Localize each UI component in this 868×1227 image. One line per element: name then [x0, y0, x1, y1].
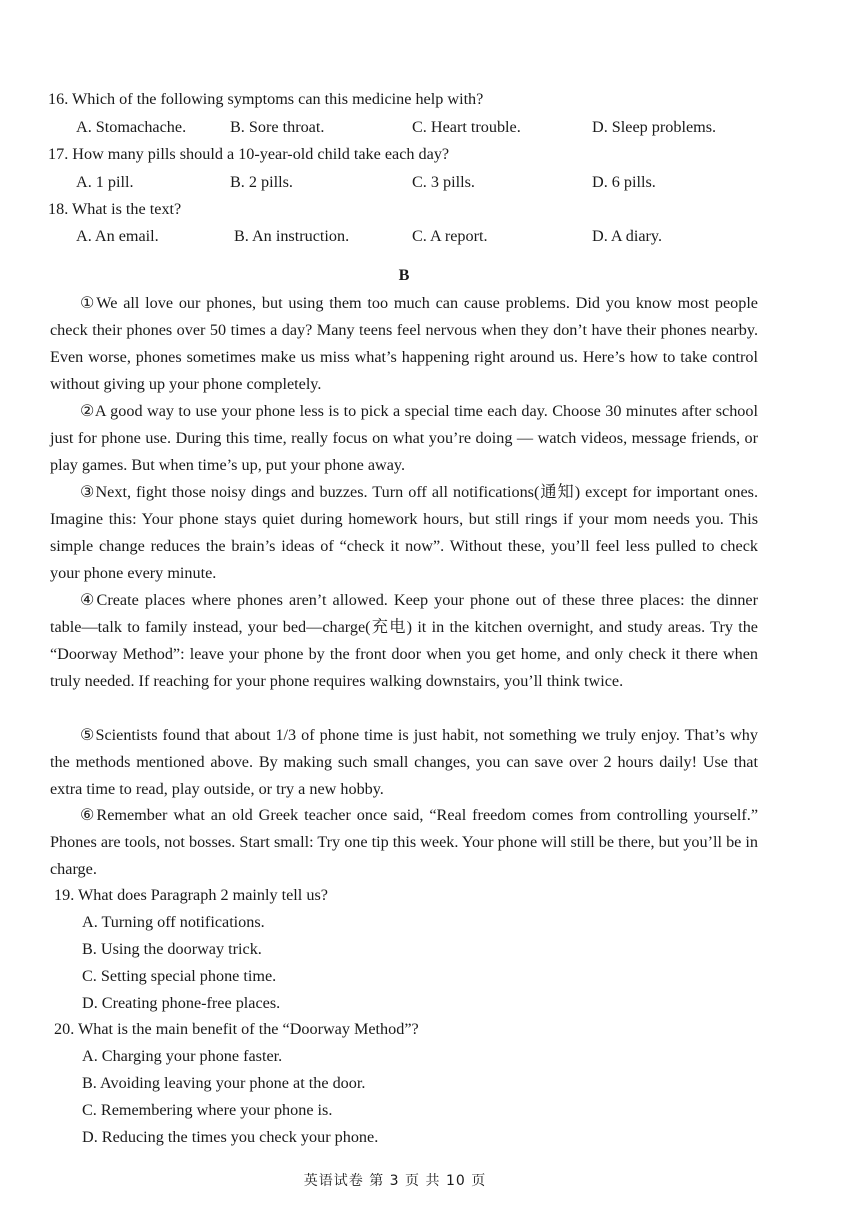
question-20-stem: 20. What is the main benefit of the “Doorway Method”?: [54, 1020, 419, 1038]
question-16-stem: 16. Which of the following symptoms can this medicine help with?: [48, 90, 484, 108]
question-17-stem: 17. How many pills should a 10-year-old child take each day?: [48, 145, 450, 163]
option-18-a: A. An email.: [76, 227, 159, 245]
question-18-options: [76, 227, 836, 249]
question-17-options: [76, 173, 836, 195]
paragraph-1-text: ①We all love our phones, but using them too much can cause problems. Did you know most people check their phones over 50 times a day? Many teens feel nervous when they don’t have their phones nearby. Even worse, phones sometimes make us miss what’s happening right around us. Here’s how to take control without giving up your phone completely.: [50, 294, 758, 393]
paragraph-3: [50, 479, 758, 587]
paragraph-2-text: ②A good way to use your phone less is to pick a special time each day. Choose 30 minutes after school just for phone use. During this time, really focus on what you’re doing — watch videos, message friends, or play games. But when time’s up, put your phone away.: [50, 402, 758, 474]
option-18-b: B. An instruction.: [234, 227, 350, 245]
question-16-options: [76, 118, 836, 140]
option-16-a: A. Stomachache.: [76, 118, 187, 136]
page-footer: 英语试卷 第 3 页 共 10 页: [303, 1173, 487, 1189]
paragraph-5: [50, 722, 758, 803]
option-17-d: D. 6 pills.: [592, 173, 656, 191]
option-17-c: C. 3 pills.: [412, 173, 475, 191]
question-19-stem: 19. What does Paragraph 2 mainly tell us?: [54, 886, 328, 904]
option-20-d: D. Reducing the times you check your phone.: [82, 1128, 379, 1146]
option-19-d: D. Creating phone-free places.: [82, 994, 281, 1012]
option-18-c: C. A report.: [412, 227, 488, 245]
paragraph-6-text: ⑥Remember what an old Greek teacher once said, “Real freedom comes from controlling yourself.” Phones are tools, not bosses. Start small: Try one tip this week. Your phone will still be there, but you’ll be in charge.: [50, 806, 758, 878]
option-20-b: B. Avoiding leaving your phone at the door.: [82, 1074, 366, 1092]
paragraph-5-text: ⑤Scientists found that about 1/3 of phone time is just habit, not something we truly enjoy. That’s why the methods mentioned above. By making such small changes, you can save over 2 hours daily! Use that extra time to read, play outside, or try a new hobby.: [50, 726, 758, 798]
option-20-a: A. Charging your phone faster.: [82, 1047, 283, 1065]
option-18-d: D. A diary.: [592, 227, 662, 245]
option-17-b: B. 2 pills.: [230, 173, 293, 191]
paragraph-2: [50, 398, 758, 479]
paragraph-4-text: ④Create places where phones aren’t allowed. Keep your phone out of these three places: the dinner table—talk to family instead, your bed—charge(充电) it in the kitchen overnight, and study areas. Try the “Doorway Method”: leave your phone by the front door when you get home, and only check it there when truly needed. If reaching for your phone requires walking downstairs, you’ll think twice.: [50, 591, 758, 690]
paragraph-6: [50, 802, 758, 883]
option-16-b: B. Sore throat.: [230, 118, 325, 136]
option-19-c: C. Setting special phone time.: [82, 967, 277, 985]
paragraph-3-text: ③Next, fight those noisy dings and buzzes. Turn off all notifications(通知) except for important ones. Imagine this: Your phone stays quiet during homework hours, but still rings if your mom needs you. This simple change reduces the brain’s ideas of “check it now”. Without these, you’ll feel less pulled to check your phone every minute.: [50, 483, 758, 582]
option-16-d: D. Sleep problems.: [592, 118, 717, 136]
paragraph-4: [50, 587, 758, 695]
option-16-c: C. Heart trouble.: [412, 118, 521, 136]
option-20-c: C. Remembering where your phone is.: [82, 1101, 333, 1119]
question-18-stem: 18. What is the text?: [48, 200, 182, 218]
section-b-title: B: [398, 266, 410, 284]
option-19-a: A. Turning off notifications.: [82, 913, 265, 931]
paragraph-1: [50, 290, 758, 398]
option-19-b: B. Using the doorway trick.: [82, 940, 262, 958]
option-17-a: A. 1 pill.: [76, 173, 134, 191]
